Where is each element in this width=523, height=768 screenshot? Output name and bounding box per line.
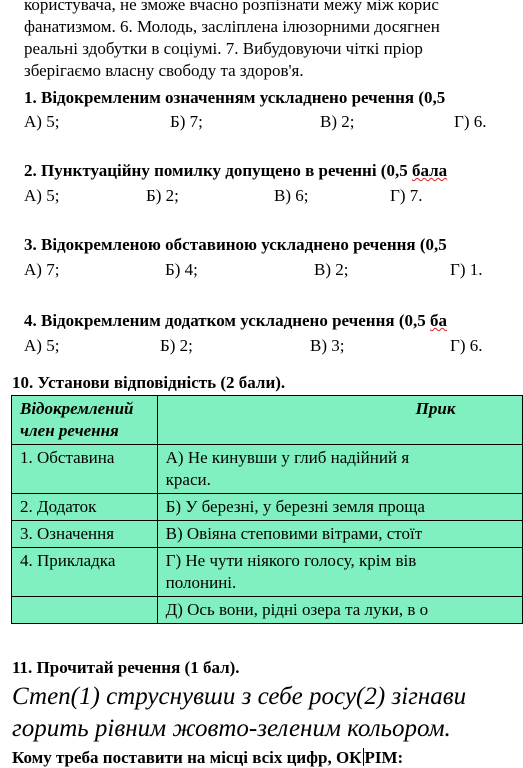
table-header-row [12,396,523,445]
example-d-line2: полонині. [165,573,237,592]
intro-line: реальні здобутки в соціумі. 7. Вибудовуючи чіткі пріор [24,39,423,58]
row-3-example [157,521,522,548]
q1-option-d: Г) 6. [454,112,487,131]
task10-title: 10. Установи відповідність (2 бали). [12,373,286,392]
example-c-line1: В) Овіяна степовими вітрами, стоїт [165,524,423,543]
table-row [12,597,523,624]
task11-sentence-line2: горить рівним жовто-зеленим кольором. [12,715,451,742]
intro-line: користувача, не зможе вчасно розпізнати межу між корис [24,0,439,14]
q3-option-a: А) 7; [24,260,60,279]
q3-option-b: Б) 4; [165,260,198,279]
row-4-member: 4. Прикладка [12,548,158,597]
question-1: 1. Відокремленим означенням ускладнено речення (0,5 [24,88,446,107]
q1-option-c: В) 2; [320,112,355,131]
q4-option-c: В) 3; [310,336,345,355]
row-5-member [12,597,158,624]
intro-line: фанатизмом. 6. Молодь, засліплена ілюзорними досягнен [24,17,440,36]
q2-option-c: В) 6; [274,186,309,205]
row-4-example [157,548,522,597]
question-4-text: 4. Відокремленим додатком ускладнено речення (0,5 [24,311,430,330]
question-3: 3. Відокремленою обставиною ускладнено речення (0,5 [24,235,447,254]
example-b-line1: Б) У березні, у березні земля проща [165,497,425,516]
table-row [12,548,523,597]
intro-paragraph [24,0,523,82]
q2-option-a: А) 5; [24,186,60,205]
q1-option-b: Б) 7; [170,112,203,131]
example-d-line1: Г) Не чути ніякого голосу, крім вів [165,551,417,570]
task11-question-text: Кому треба поставити на місці всіх цифр, ОК [12,748,362,767]
header-member: Відокремлений член речення [12,396,158,445]
q4-option-b: Б) 2; [160,336,193,355]
example-a-line1: А) Не кинувши у глиб надійний я [165,448,410,467]
task11-question-tail: РІМ: [364,748,404,767]
matching-table [11,395,523,624]
intro-line: зберігаємо власну свободу та здоров'я. [24,61,304,80]
q4-option-a: А) 5; [24,336,60,355]
example-a-line2: краси. [165,470,211,489]
table-row [12,494,523,521]
row-1-member: 1. Обставина [12,445,158,494]
row-1-example [157,445,522,494]
question-4-spell-word: ба [429,311,447,330]
text-cursor [363,748,364,766]
header-examples [157,396,522,445]
q4-option-d: Г) 6. [450,336,483,355]
q2-option-b: Б) 2; [146,186,179,205]
question-4 [24,311,447,331]
table-row [12,521,523,548]
q3-option-d: Г) 1. [450,260,483,279]
table-row [12,445,523,494]
row-5-example [157,597,522,624]
question-2-spell-word: бала [411,161,448,180]
q1-option-a: А) 5; [24,112,60,131]
task11-question [12,748,403,768]
row-3-member: 3. Означення [12,521,158,548]
row-2-member: 2. Додаток [12,494,158,521]
q2-option-d: Г) 7. [390,186,423,205]
question-2-text: 2. Пунктуаційну помилку допущено в реченні (0,5 [24,161,412,180]
q3-option-c: В) 2; [314,260,349,279]
question-2 [24,161,447,181]
header-examples-label: Прик [415,399,456,418]
row-2-example [157,494,522,521]
task11-sentence-line1: Степ(1) струснувши з себе росу(2) зігнави [12,683,467,710]
task11-title: 11. Прочитай речення (1 бал). [12,658,240,677]
example-e-line1: Д) Ось вони, рідні озера та луки, в о [165,600,429,619]
